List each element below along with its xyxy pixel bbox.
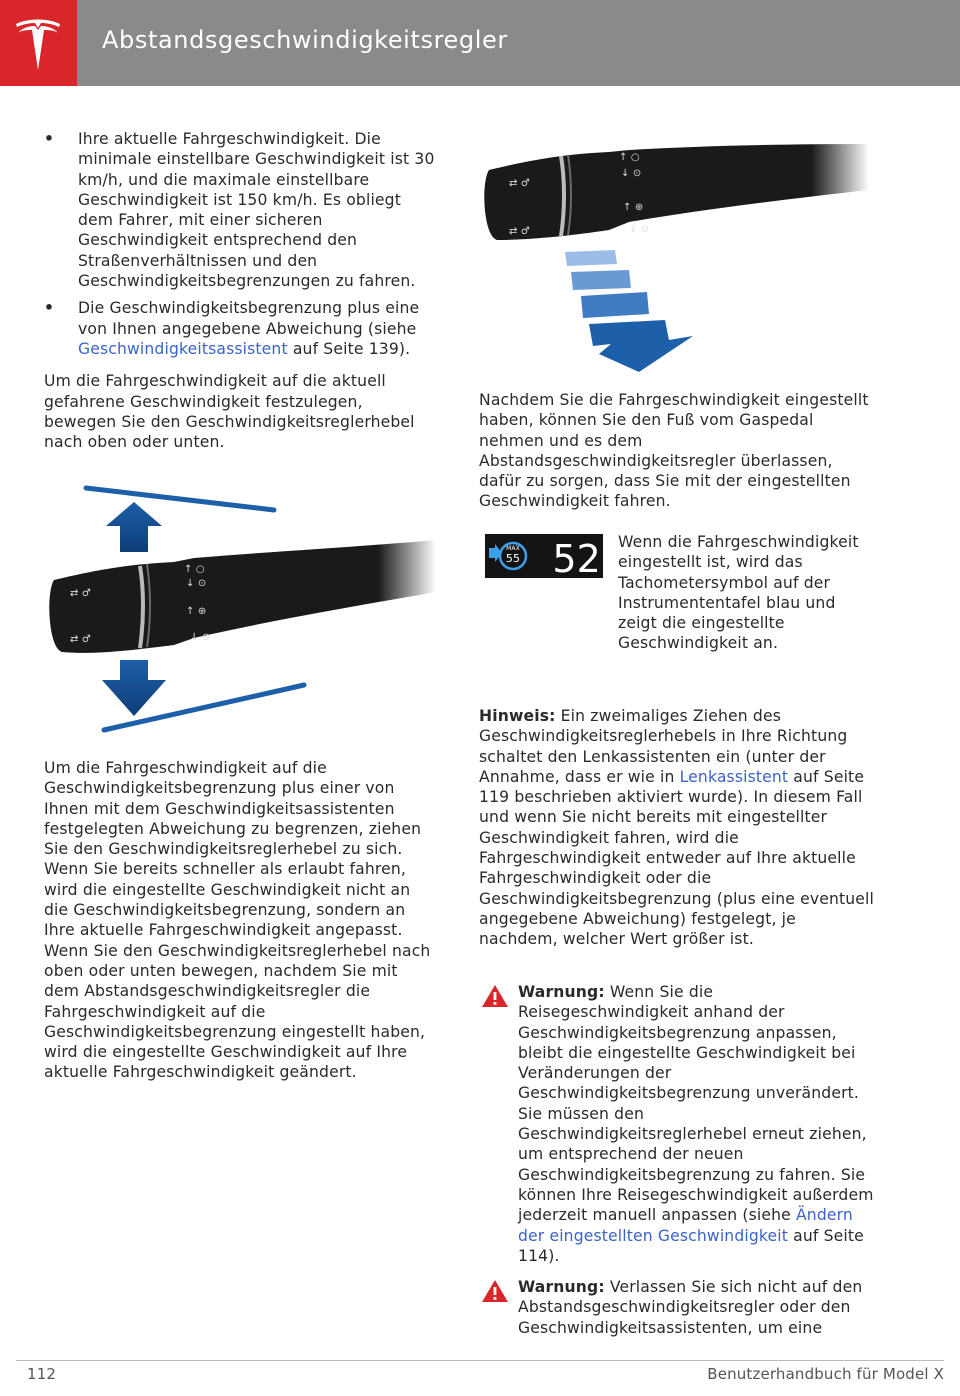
warning-block — [479, 982, 874, 1266]
warning-text — [518, 982, 874, 1266]
link-aendern-geschwindigkeit[interactable]: Ändern der eingestellten Geschwindigkeit — [518, 1206, 853, 1245]
speed-indicator-row — [479, 532, 874, 682]
svg-text:↓ ⊖: ↓ ⊖ — [190, 632, 211, 643]
warning-icon — [481, 984, 509, 1008]
footer-title: Benutzerhandbuch für Model X — [707, 1365, 944, 1383]
link-geschwindigkeitsassistent[interactable]: Geschwindigkeitsassistent — [78, 339, 288, 358]
paragraph: Um die Fahrgeschwindigkeit auf die aktuell gefahrene Geschwindigkeit festzulegen, bewegen Sie den Geschwindigkeitsreglerhebel nach oben oder unten. — [44, 372, 415, 452]
svg-text:↓ ⊙: ↓ ⊙ — [621, 168, 642, 179]
max-label: MAX — [506, 545, 520, 552]
bullet-text: auf Seite 139). — [287, 339, 411, 358]
note-label: Hinweis: — [479, 707, 556, 725]
svg-text:⇄ ♂: ⇄ ♂ — [509, 178, 530, 189]
svg-text:↓ ⊙: ↓ ⊙ — [186, 578, 207, 589]
warning-label: Warnung: — [518, 983, 605, 1001]
bullet-text: Die Geschwindigkeitsbegrenzung plus eine von Ihnen angegebene Abweichung (siehe — [78, 299, 420, 338]
bullet-text: Ihre aktuelle Fahrgeschwindigkeit. Die minimale einstellbare Geschwindigkeit ist 30 km/h, und die maximale einstellbare Geschwindigkeit ist 150 km/h. Es obliegt dem Fahrer, mit einer sicheren Geschwindigkeit entsprechend den Straßenverhältnissen und den Geschwindigkeitsbegrenzungen zu fahren. — [78, 130, 435, 291]
max-value: 55 — [505, 552, 521, 565]
svg-text:↑ ⊕: ↑ ⊕ — [623, 202, 644, 213]
svg-text:↑ ⊕: ↑ ⊕ — [186, 606, 207, 617]
lever-up-down-illustration — [44, 480, 436, 742]
left-column — [44, 129, 436, 452]
warning-block — [479, 1277, 874, 1338]
speed-description: Wenn die Fahrgeschwindigkeit eingestellt ist, wird das Tachometersymbol auf der Instrumententafel blau und zeigt die eingestellte Geschwindigkeit an. — [618, 533, 859, 653]
page-header — [0, 0, 960, 86]
tesla-logo-icon — [14, 16, 62, 72]
right-column — [479, 390, 874, 512]
note-text: auf Seite 119 beschrieben aktiviert wurde). In diesem Fall und wenn Sie nicht bereits mit eingestellter Geschwindigkeit fahren, wird die Fahrgeschwindigkeit entweder auf Ihre aktuelle Fahrgeschwindigkeit oder die Geschwindigkeitsbegrenzung (plus eine eventuell angegebene Abweichung) festgelegt, je nachdem, welcher Wert größer ist. — [479, 767, 874, 949]
note-text: Ein zweimaliges Ziehen des Geschwindigkeitsreglerhebels in Ihre Richtung schaltet den Lenkassistenten ein (unter der Annahme, dass er wie in — [479, 707, 848, 786]
paragraph: Um die Fahrgeschwindigkeit auf die Geschwindigkeitsbegrenzung plus einer von Ihnen mit dem Geschwindigkeitsassistenten festgelegten Abweichung zu begrenzen, ziehen Sie den Geschwindigkeitsreglerhebel zu sich. Wenn Sie bereits schneller als erlaubt fahren, wird die eingestellte Geschwindigkeit nicht an die Geschwindigkeitsbegrenzung, sondern an Ihre aktuelle Fahrgeschwindigkeit angepasst. Wenn Sie den Geschwindigkeitsreglerhebel nach oben oder unten bewegen, nachdem Sie mit dem Abstandsgeschwindigkeitsregler die Fahrgeschwindigkeit auf die Geschwindigkeitsbegrenzung eingestellt haben, wird die eingestellte Geschwindigkeit auf Ihre aktuelle Fahrgeschwindigkeit geändert. — [44, 759, 431, 1082]
warning-text — [518, 1277, 874, 1338]
current-speed: 52 — [552, 537, 601, 578]
warning-body: Verlassen Sie sich nicht auf den Abstandsgeschwindigkeitsregler oder den Geschwindigkeitsassistenten, um eine — [518, 1278, 863, 1337]
svg-text:⇄ ♂: ⇄ ♂ — [509, 226, 530, 237]
svg-text:↑ ○: ↑ ○ — [619, 152, 640, 163]
note-paragraph — [479, 706, 874, 950]
speedometer-display — [485, 534, 603, 578]
svg-text:⇄ ♂: ⇄ ♂ — [70, 634, 91, 645]
svg-text:⇄ ♂: ⇄ ♂ — [70, 588, 91, 599]
footer-divider — [16, 1360, 944, 1361]
page-number: 112 — [27, 1365, 57, 1383]
bullet-list — [44, 129, 436, 359]
link-lenkassistent[interactable]: Lenkassistent — [679, 767, 789, 786]
tesla-logo — [0, 0, 77, 86]
paragraph: Nachdem Sie die Fahrgeschwindigkeit eingestellt haben, können Sie den Fuß vom Gaspedal nehmen und es dem Abstandsgeschwindigkeitsregler überlassen, dafür zu sorgen, dass Sie mit der eingestellten Geschwindigkeit fahren. — [479, 391, 869, 511]
svg-text:↓ ⊖: ↓ ⊖ — [629, 224, 650, 235]
warning-label: Warnung: — [518, 1278, 605, 1296]
svg-text:↑ ○: ↑ ○ — [184, 564, 205, 575]
page-title: Abstandsgeschwindigkeitsregler — [102, 26, 508, 54]
lever-pull-illustration — [479, 140, 879, 375]
warning-body: Wenn Sie die Reisegeschwindigkeit anhand der Geschwindigkeitsbegrenzung anpassen, bleibt die eingestellte Geschwindigkeit bei Veränderungen der Geschwindigkeitsbegrenzung unverändert. Sie müssen den Geschwindigkeitsreglerhebel erneut ziehen, um entsprechend der neuen Geschwindigkeitsbegrenzung zu fahren. Sie können Ihre Reisegeschwindigkeit außerdem jederzeit manuell anpassen (siehe — [518, 983, 874, 1225]
list-item — [44, 129, 436, 291]
warning-body: auf Seite 114). — [518, 1226, 864, 1265]
warning-icon — [481, 1279, 509, 1303]
list-item — [44, 298, 436, 359]
